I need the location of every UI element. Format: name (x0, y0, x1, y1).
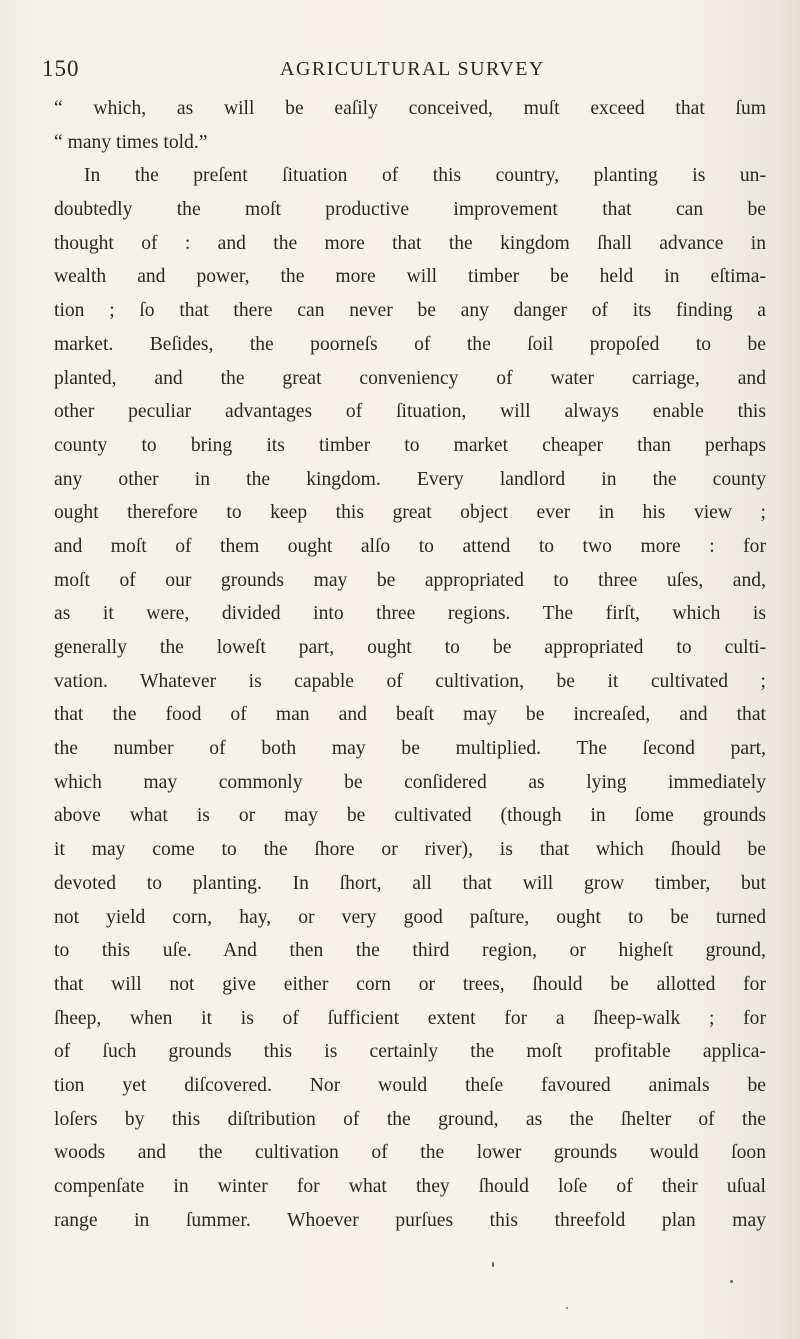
text-line: which may commonly be conſidered as lying immediately (54, 771, 766, 793)
text-line: ought therefore to keep this great object ever in his view ; (54, 502, 766, 524)
page-number: 150 (42, 56, 80, 81)
text-line: In the preſent ſituation of this country, planting is un- (84, 165, 766, 187)
text-line: moſt of our grounds may be appropriated to three uſes, and, (54, 569, 766, 591)
text-line: tion yet diſcovered. Nor would theſe favoured animals be (54, 1074, 766, 1096)
text-line: as it were, divided into three regions. The firſt, which is (54, 603, 766, 625)
running-head (42, 56, 760, 86)
text-line: county to bring its timber to market cheaper than perhaps (54, 434, 766, 456)
text-line: range in ſummer. Whoever purſues this threefold plan may (54, 1209, 766, 1231)
text-line: doubtedly the moſt productive improvement that can be (54, 199, 766, 221)
text-line: woods and the cultivation of the lower grounds would ſoon (54, 1142, 766, 1164)
text-line: compenſate in winter for what they ſhould loſe of their uſual (54, 1176, 766, 1197)
body-text (54, 92, 766, 1237)
text-line: not yield corn, hay, or very good paſture, ought to be turned (54, 906, 766, 928)
text-line: “ many times told.” (54, 131, 208, 153)
paper-speck (492, 1262, 494, 1267)
text-line: tion ; ſo that there can never be any danger of its finding a (54, 300, 766, 322)
text-line: of ſuch grounds this is certainly the moſt profitable applica- (54, 1041, 766, 1063)
text-line: devoted to planting. In ſhort, all that will grow timber, but (54, 872, 766, 894)
text-line: vation. Whatever is capable of cultivation, be it cultivated ; (54, 670, 766, 692)
text-line: above what is or may be cultivated (though in ſome grounds (54, 805, 766, 827)
text-line: it may come to the ſhore or river), is that which ſhould be (54, 839, 766, 861)
text-line: that the food of man and beaſt may be increaſed, and that (54, 704, 766, 726)
text-line: market. Beſides, the poorneſs of the ſoil propoſed to be (54, 333, 766, 355)
running-title: AGRICULTURAL SURVEY (280, 58, 545, 80)
paper-speck (566, 1307, 568, 1309)
text-line: “ which, as will be eaſily conceived, muſt exceed that ſum (54, 98, 766, 119)
text-line: ſheep, when it is of ſufficient extent for a ſheep-walk ; for (54, 1007, 766, 1029)
text-line: the number of both may be multiplied. The ſecond part, (54, 738, 766, 760)
text-line: planted, and the great conveniency of water carriage, and (54, 367, 766, 389)
text-line: generally the loweſt part, ought to be appropriated to culti- (54, 637, 766, 658)
text-line: other peculiar advantages of ſituation, will always enable this (54, 401, 766, 423)
text-line: loſers by this diſtribution of the ground, as the ſhelter of the (54, 1108, 766, 1130)
text-line: thought of : and the more that the kingdom ſhall advance in (54, 232, 766, 254)
text-line: that will not give either corn or trees, ſhould be allotted for (54, 973, 766, 995)
text-line: to this uſe. And then the third region, or higheſt ground, (54, 940, 766, 962)
text-line: and moſt of them ought alſo to attend to two more : for (54, 535, 766, 557)
text-line: wealth and power, the more will timber be held in eſtima- (54, 266, 766, 288)
text-line: any other in the kingdom. Every landlord in the county (54, 468, 766, 490)
paper-speck (730, 1280, 733, 1283)
